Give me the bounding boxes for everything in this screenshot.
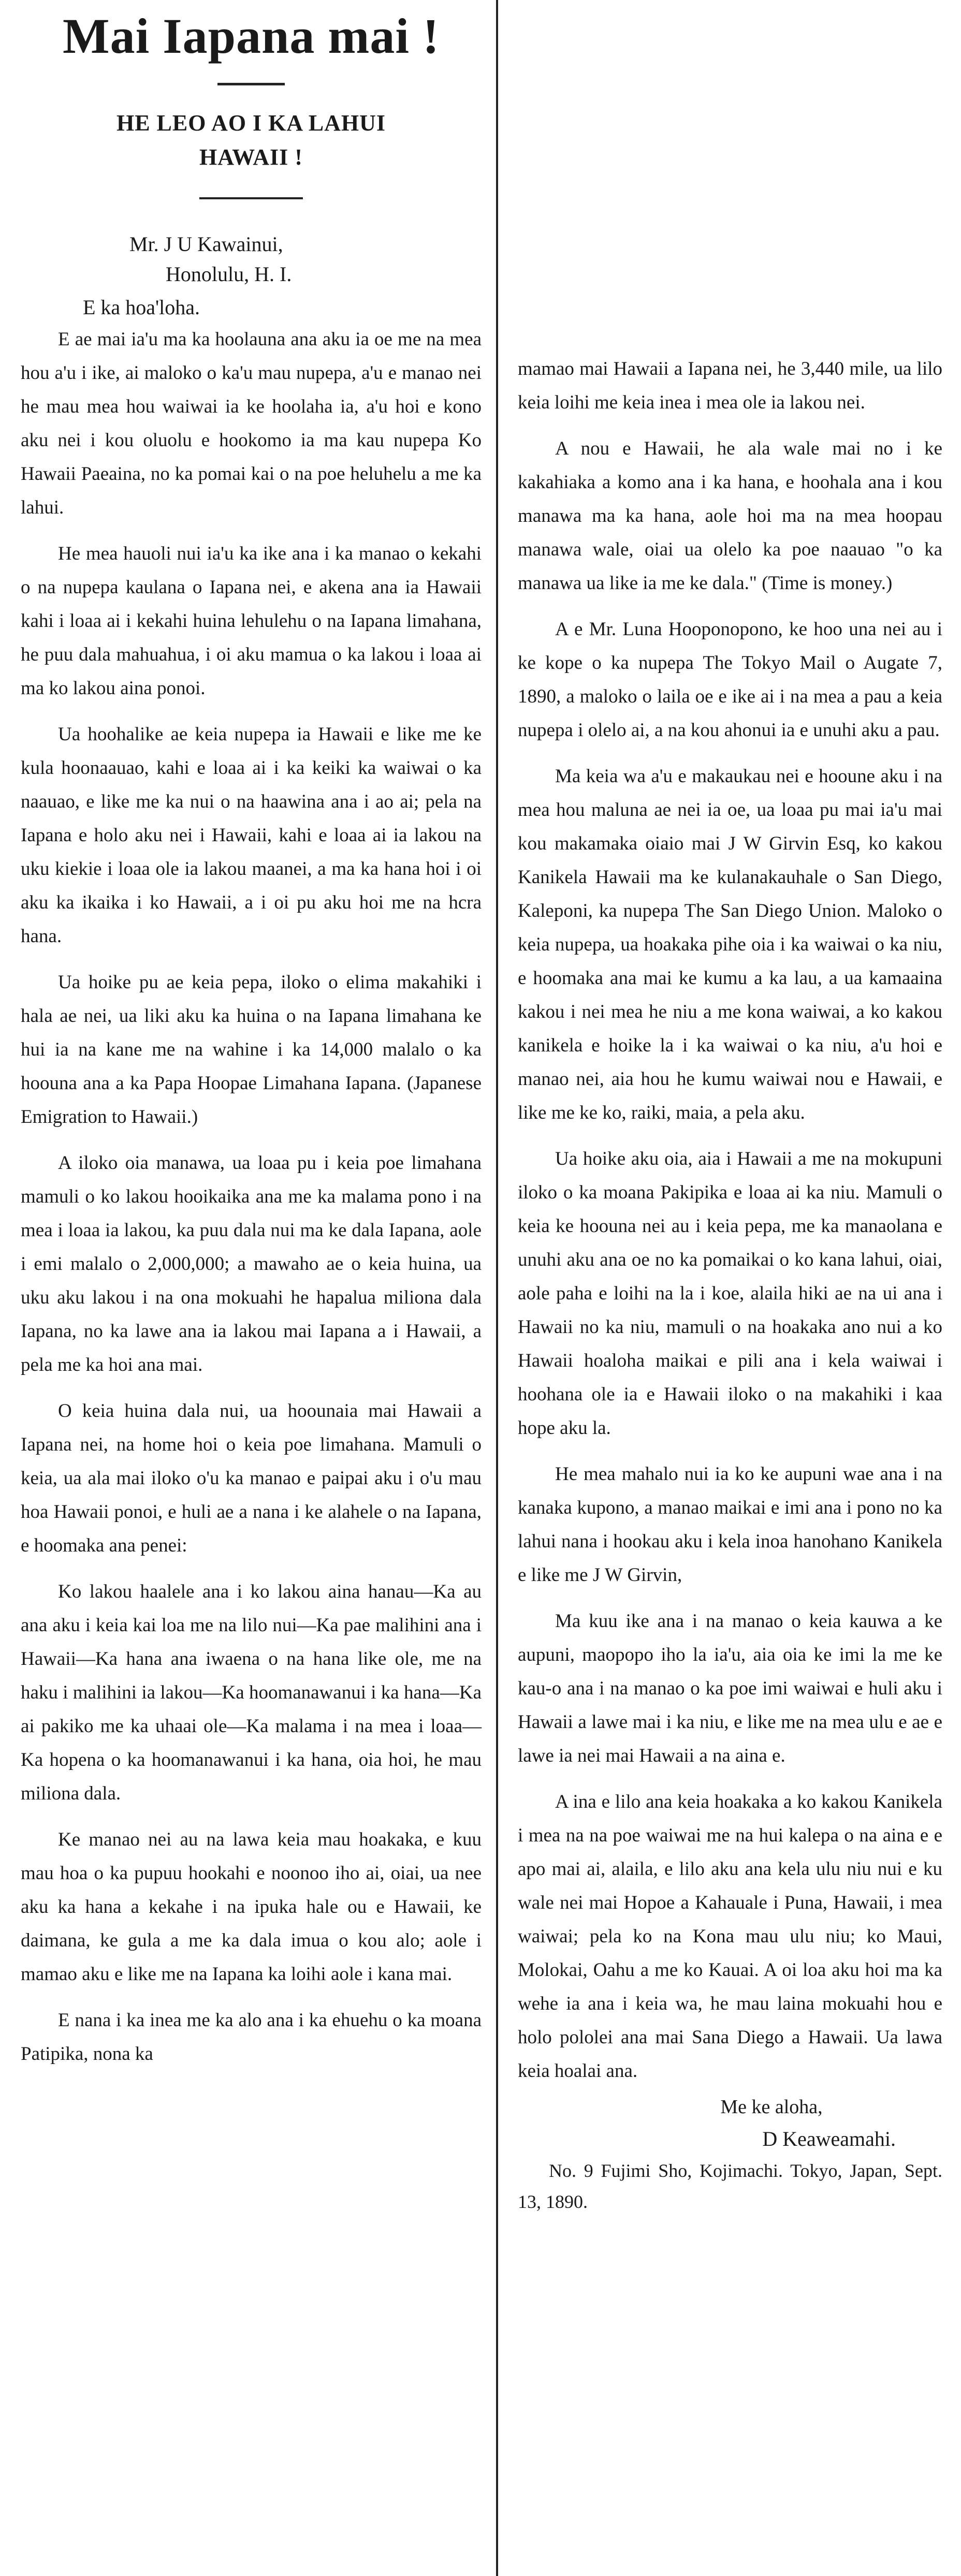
subheadline bbox=[21, 106, 482, 174]
headline: Mai Iapana mai ! bbox=[62, 8, 440, 64]
left-paragraph: Ua hoohalike ae keia nupepa ia Hawaii e like me ke kula hoonaauao, kahi e loaa ai i ka keiki ka waiwai o ka naauao, e like me ka nui o na haawina ana i ao ai; pela na Iapana e holo aku nei i Hawaii, kahi e loaa ai ia lakou na uku kiekie i loaa ole ia lakou maanei, a ma ka hana hoi i oi aku ka ikaika i ko Hawaii, a i oi pu aku hoi me na hcra hana. bbox=[21, 724, 482, 947]
left-paragraph: A iloko oia manawa, ua loaa pu i keia poe limahana mamuli o ko lakou hooikaika ana me ka malama pono i na mea i loaa ia lakou, ka puu dala nui ma ke dala Iapana, aole i emi malalo o 2,000,000; a mawaho ae o keia huina, ua uku aku lakou i na ona mokuahi he hapalua miliona dala Iapana, no ka lawe ana ia lakou mai Iapana a i Hawaii, a pela me ka hoi ana mai. bbox=[21, 1152, 482, 1375]
subheadline-line-1: HE LEO AO I KA LAHUI bbox=[116, 110, 386, 136]
section-rule bbox=[199, 197, 303, 199]
right-paragraph: A e Mr. Luna Hooponopono, ke hoo una nei au i ke kope o ka nupepa The Tokyo Mail o Augate 7, 1890, a maloko o laila oe e ike ai i na mea a pau a keia nupepa i olelo ai, a na kou ahonui ia e unuhi aku a pau. bbox=[518, 619, 942, 741]
addressee-block bbox=[21, 229, 482, 289]
left-paragraph: O keia huina dala nui, ua hoounaia mai Hawaii a Iapana nei, na home hoi o keia poe limahana. Mamuli o keia, ua ala mai iloko o'u ka manao e paipai aku i o'u mau hoa Hawaii ponoi, e huli ae a nana i ke alahele o na Iapana, e hoomaka ana penei: bbox=[21, 1400, 482, 1556]
left-column bbox=[21, 0, 482, 2071]
column-divider bbox=[496, 0, 498, 2576]
left-paragraph: E nana i ka inea me ka alo ana i ka ehuehu o ka moana Patipika, nona ka bbox=[21, 2010, 482, 2065]
left-paragraph: Ko lakou haalele ana i ko lakou aina hanau—Ka au ana aku i keia kai loa me na lilo nui—Ka pae malihini ana i Hawaii—Ka hana ana iwaena o na hana like ole, me na haku i malihini ia lakou—Ka hoomanawanui i ka hana—Ka ai pakiko me ka uhaai ole—Ka malama i na mea i loaa—Ka hopena o ka hoomanawanui i ka hana, oia hoi, he mau miliona dala. bbox=[21, 1581, 482, 1804]
valediction: Me ke aloha, bbox=[720, 2096, 823, 2118]
right-paragraph: Ua hoike aku oia, aia i Hawaii a me na mokupuni iloko o ka moana Pakipika e loaa ai ka niu. Mamuli o keia ke hoouna nei au i keia pepa, me ka manaolana e unuhi aku ana oe no ka pomaikai o ko kana lahui, oiai, aole paha e loihi na la i koe, alaila hiki ae na ui ana i Hawaii no ka niu, mamuli o na hoakaka ano nui a ko Hawaii hoaloha maikai e pili ana i kela waiwai i hoohana ole ia e Hawaii iloko o na makahiki i kaa hope aku la. bbox=[518, 1148, 942, 1439]
subheadline-line-2: HAWAII ! bbox=[199, 144, 303, 170]
addressee-place: Honolulu, H. I. bbox=[166, 262, 292, 286]
salutation: E ka hoa'loha. bbox=[83, 296, 200, 319]
right-paragraph: Ma keia wa a'u e makaukau nei e hooune aku i na mea hou maluna ae nei ia oe, ua loaa pu mai ia'u mai kou makamaka oiaio mai J W Girvin Esq, ko kakou Kanikela Hawaii ma ke kulanakauhale o San Diego, Kaleponi, ka nupepa The San Diego Union. Maloko o keia nupepa, ua hoakaka pihe oia i ka waiwai o ka niu, e hoomaka ana mai ke kumu a ka lau, a ua kamaaina kakou i nei mea he niu a me kona waiwai, a ko kakou kanikela e hoike la i ka waiwai o ka niu, a'u hoi e manao nei, aia hou he kumu waiwai nou e Hawaii, e like me ke ko, raiki, maia, a pela aku. bbox=[518, 766, 942, 1123]
left-paragraph: He mea hauoli nui ia'u ka ike ana i ka manao o kekahi o na nupepa kaulana o Iapana nei, e akena ana ia Hawaii kahi i loaa ai i kekahi huina lehulehu o na Iapana limahana, he puu dala mahuahua, i oi aku mamua o ka lakou i loaa ai ma ko lakou aina ponoi. bbox=[21, 543, 482, 699]
addressee-name: Mr. J U Kawainui, bbox=[129, 232, 283, 256]
sender-address: No. 9 Fujimi Sho, Kojimachi. Tokyo, Japan, Sept. 13, 1890. bbox=[518, 2160, 942, 2212]
signer-name: D Keaweamahi. bbox=[762, 2127, 896, 2150]
right-paragraph: mamao mai Hawaii a Iapana nei, he 3,440 mile, ua lilo keia loihi me keia inea i mea ole ia lakou nei. bbox=[518, 358, 942, 413]
right-paragraph: A nou e Hawaii, he ala wale mai no i ke kakahiaka a komo ana i ka hana, e hoohala ana i kou manawa ma ka hana, aole hoi ma na mea hoopau manawa wale, oiai ua olelo ka poe naauao "o ka manawa ua like ia me ke dala." (Time is money.) bbox=[518, 438, 942, 594]
right-paragraph: He mea mahalo nui ia ko ke aupuni wae ana i na kanaka kupono, a manao maikai e imi ana i pono no ka lahui nana i hookau aku i kela inoa hanohano Kanikela e like me J W Girvin, bbox=[518, 1463, 942, 1586]
right-paragraph: A ina e lilo ana keia hoakaka a ko kakou Kanikela i mea na na poe waiwai me na hui kalepa o na aina e e apo mai ai, alaila, e lilo aku ana kela ulu niu nui e ku wale nei mai Hopoe a Kahauale i Puna, Hawaii, i mea waiwai; pela ko na Kona mau ulu niu; ko Maui, Molokai, Oahu a me ko Kauai. A oi loa aku hoi ma ka wehe ia ana i keia wa, he mau laina mokuahi hou e holo pololei ana mai Sana Diego a Hawaii. Ua lawa keia hoalai ana. bbox=[518, 1791, 942, 2082]
right-column bbox=[518, 352, 942, 2217]
left-paragraph: E ae mai ia'u ma ka hoolauna ana aku ia oe me na mea hou a'u i ike, ai maloko o ka'u mau nupepa, a'u e manao nei he mau mea hou waiwai ia ke hoolaha ia, a'u hoi e kono aku nei i kou oluolu e hookomo ia ma kau nupepa Ko Hawaii Paeaina, no ka pomai kai o na poe heluhelu a me ka lahui. bbox=[21, 329, 482, 518]
left-paragraph: Ke manao nei au na lawa keia mau hoakaka, e kuu mau hoa o ka pupuu hookahi e noonoo iho ai, oiai, ua nee aku ka hana a kekahe i na ipuka hale ou e Hawaii, ke daimana, ke gula a me ka dala imua o kou alo; aole i mamao aku e like me na Iapana ka loihi aole i kana mai. bbox=[21, 1829, 482, 1985]
headline-rule bbox=[217, 83, 285, 85]
right-paragraph: Ma kuu ike ana i na manao o keia kauwa a ke aupuni, maopopo iho la ia'u, aia oia ke imi la me ke kau-o ana i na manao o ka poe imi waiwai e huli aku i Hawaii a lawe mai i ka niu, e like me na mea ulu e ae e lawe ia nei mai Hawaii a na aina e. bbox=[518, 1611, 942, 1766]
left-paragraph: Ua hoike pu ae keia pepa, iloko o elima makahiki i hala ae nei, ua liki aku ka huina o na Iapana limahana ke hui ia na kane me na wahine i ka 14,000 malalo o ka hoouna ana a ka Papa Hoopae Limahana Iapana. (Japanese Emigration to Hawaii.) bbox=[21, 972, 482, 1128]
